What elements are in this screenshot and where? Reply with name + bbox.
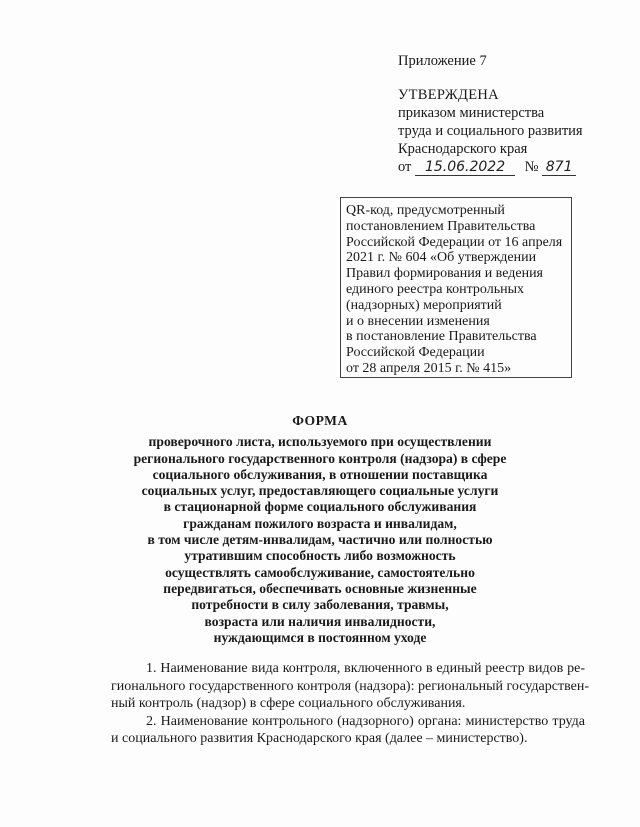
qr-note-line: в постановление Правительства bbox=[346, 329, 537, 345]
qr-note-line: Правил формирования и ведения bbox=[346, 266, 543, 282]
form-title-line: нуждающимся в постоянном уходе bbox=[213, 629, 427, 645]
qr-note-line: от 28 апреля 2015 г. № 415» bbox=[346, 360, 512, 376]
approved-line: приказом министерства bbox=[398, 105, 545, 121]
order-number-handwritten: 871 bbox=[542, 159, 576, 176]
form-title-line: в том числе детям-инвалидам, частично или полностью bbox=[147, 532, 493, 548]
form-title-line: социальных услуг, предоставляющего социальные услуги bbox=[141, 483, 499, 499]
form-title-line: осуществлять самообслуживание, самостоятельно bbox=[165, 564, 475, 580]
paragraph-1-line: 1. Наименование вида контроля, включенного в единый реестр видов ре- bbox=[146, 661, 585, 676]
qr-note-line: Российской Федерации bbox=[346, 345, 485, 361]
paragraph-2-line: и социального развития Краснодарского края (далее – министерство). bbox=[111, 731, 528, 746]
appendix-label: Приложение 7 bbox=[398, 53, 487, 69]
qr-note-line: (надзорных) мероприятий bbox=[346, 297, 502, 313]
qr-note-line: постановлением Правительства bbox=[346, 218, 536, 234]
form-title-line: гражданам пожилого возраста и инвалидам, bbox=[183, 515, 457, 531]
qr-code-note bbox=[346, 203, 572, 377]
form-title-line: проверочного листа, используемого при осуществлении bbox=[148, 434, 492, 450]
approved-line: труда и социального развития bbox=[398, 123, 583, 139]
form-title-main: ФОРМА bbox=[292, 413, 348, 428]
paragraph-1-line: ный контроль (надзор) в сфере социального обслуживания. bbox=[111, 696, 466, 711]
order-reference bbox=[398, 158, 583, 176]
order-from-label: от bbox=[398, 159, 412, 175]
form-title bbox=[110, 413, 530, 646]
form-title-line: передвигаться, обеспечивать основные жизненные bbox=[163, 580, 477, 596]
order-number-sign: № bbox=[524, 159, 539, 175]
approved-line: Краснодарского края bbox=[398, 141, 528, 157]
paragraph-1-line: гионального государственного контроля (надзора): региональный государствен- bbox=[111, 678, 589, 694]
qr-note-line: единого реестра контрольных bbox=[346, 281, 524, 297]
qr-note-line: Российской Федерации от 16 апреля bbox=[346, 234, 563, 250]
approved-heading: УТВЕРЖДЕНА bbox=[398, 87, 499, 103]
form-title-line: потребности в силу заболевания, травмы, bbox=[191, 597, 449, 613]
qr-note-line: и о внесении изменения bbox=[346, 313, 490, 329]
qr-note-line: 2021 г. № 604 «Об утверждении bbox=[346, 250, 537, 266]
order-date-handwritten: 15.06.2022 bbox=[415, 159, 515, 176]
qr-note-line: QR-код, предусмотренный bbox=[346, 203, 505, 218]
form-title-line: регионального государственного контроля (надзора) в сфере bbox=[133, 450, 507, 466]
body-text bbox=[111, 660, 589, 748]
form-title-line: социального обслуживания, в отношении поставщика bbox=[152, 466, 488, 482]
form-title-line: в стационарной форме социального обслуживания bbox=[163, 499, 477, 515]
form-title-line: утратившим способность либо возможность bbox=[184, 548, 456, 564]
form-title-line: возраста или наличия инвалидности, bbox=[204, 613, 436, 629]
paragraph-2-line: 2. Наименование контрольного (надзорного) органа: министерство труда bbox=[146, 713, 585, 729]
approval-block bbox=[398, 86, 583, 176]
